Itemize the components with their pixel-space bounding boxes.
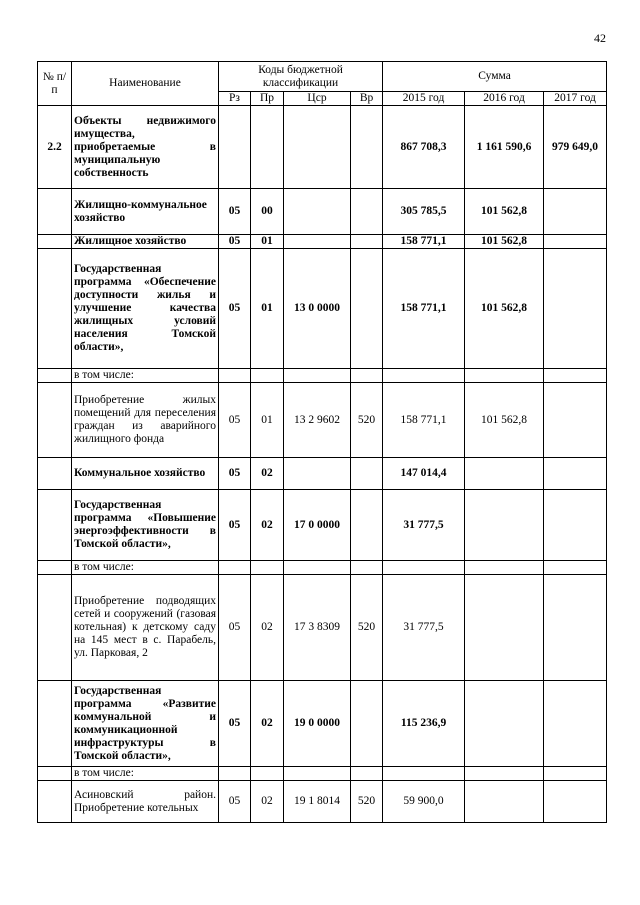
row-rz-cell xyxy=(219,369,251,383)
row-pr-cell: 02 xyxy=(251,458,284,490)
row-number-cell xyxy=(38,458,72,490)
row-2015-cell: 31 777,5 xyxy=(383,490,465,561)
row-rz-cell xyxy=(219,106,251,189)
row-csr-cell xyxy=(284,561,351,575)
row-2016-cell xyxy=(465,369,544,383)
header-pr: Пр xyxy=(251,92,284,106)
table-row xyxy=(38,681,607,767)
row-2017-cell xyxy=(544,575,607,681)
row-csr-cell: 17 0 0000 xyxy=(284,490,351,561)
row-2015-cell: 158 771,1 xyxy=(383,383,465,458)
row-2017-cell xyxy=(544,189,607,235)
row-2015-cell: 59 900,0 xyxy=(383,781,465,823)
row-pr-cell: 02 xyxy=(251,575,284,681)
row-2016-cell xyxy=(465,561,544,575)
row-name-cell: в том числе: xyxy=(72,767,219,781)
row-number-cell xyxy=(38,383,72,458)
table-row xyxy=(38,249,607,369)
header-rz: Рз xyxy=(219,92,251,106)
row-csr-cell: 19 1 8014 xyxy=(284,781,351,823)
row-2016-cell xyxy=(465,767,544,781)
row-name-cell: Приобретение жилых помещений для переселения граждан из аварийного жилищного фонда xyxy=(72,383,219,458)
row-2017-cell xyxy=(544,781,607,823)
table-row xyxy=(38,767,607,781)
row-rz-cell: 05 xyxy=(219,189,251,235)
row-pr-cell: 02 xyxy=(251,781,284,823)
row-number-cell xyxy=(38,767,72,781)
row-csr-cell xyxy=(284,458,351,490)
row-2016-cell: 101 562,8 xyxy=(465,383,544,458)
header-codes: Коды бюджетной классификации xyxy=(219,62,383,92)
row-2017-cell xyxy=(544,235,607,249)
header-name: Наименование xyxy=(72,62,219,106)
row-vr-cell xyxy=(351,561,383,575)
row-pr-cell: 00 xyxy=(251,189,284,235)
row-csr-cell xyxy=(284,369,351,383)
row-2017-cell xyxy=(544,369,607,383)
row-name-cell: Государственная программа «Развитие коммунальной и коммуникационной инфраструктуры в Томской области», xyxy=(72,681,219,767)
row-vr-cell xyxy=(351,458,383,490)
header-2016: 2016 год xyxy=(465,92,544,106)
row-name-cell: Объекты недвижимого имущества, приобретаемые в муниципальную собственность xyxy=(72,106,219,189)
table-body xyxy=(38,106,607,823)
row-vr-cell xyxy=(351,369,383,383)
row-vr-cell xyxy=(351,767,383,781)
row-number-cell xyxy=(38,681,72,767)
row-2017-cell xyxy=(544,458,607,490)
row-name-cell: Приобретение подводящих сетей и сооружений (газовая котельная) к детскому саду на 145 мест в с. Парабель, ул. Парковая, 2 xyxy=(72,575,219,681)
row-vr-cell: 520 xyxy=(351,781,383,823)
row-2015-cell: 147 014,4 xyxy=(383,458,465,490)
row-csr-cell: 17 3 8309 xyxy=(284,575,351,681)
row-pr-cell xyxy=(251,106,284,189)
row-number-cell xyxy=(38,561,72,575)
row-2015-cell: 158 771,1 xyxy=(383,235,465,249)
row-pr-cell: 02 xyxy=(251,681,284,767)
row-rz-cell: 05 xyxy=(219,249,251,369)
row-2015-cell: 115 236,9 xyxy=(383,681,465,767)
header-2017: 2017 год xyxy=(544,92,607,106)
row-2017-cell xyxy=(544,561,607,575)
row-name-cell: Государственная программа «Обеспечение доступности жилья и улучшение качества жилищных условий населения Томской области», xyxy=(72,249,219,369)
table-row xyxy=(38,383,607,458)
header-num: № п/п xyxy=(38,62,72,106)
row-rz-cell: 05 xyxy=(219,681,251,767)
row-vr-cell xyxy=(351,235,383,249)
row-2016-cell xyxy=(465,681,544,767)
budget-table xyxy=(37,61,607,823)
row-name-cell: в том числе: xyxy=(72,561,219,575)
row-csr-cell xyxy=(284,106,351,189)
header-2015: 2015 год xyxy=(383,92,465,106)
table-row xyxy=(38,235,607,249)
row-rz-cell: 05 xyxy=(219,490,251,561)
row-2017-cell xyxy=(544,681,607,767)
table-row xyxy=(38,561,607,575)
row-csr-cell xyxy=(284,189,351,235)
row-2016-cell xyxy=(465,575,544,681)
row-name-cell: Жилищное хозяйство xyxy=(72,235,219,249)
row-number-cell: 2.2 xyxy=(38,106,72,189)
row-2017-cell xyxy=(544,767,607,781)
row-2015-cell: 31 777,5 xyxy=(383,575,465,681)
row-pr-cell: 01 xyxy=(251,383,284,458)
row-number-cell xyxy=(38,189,72,235)
row-2016-cell xyxy=(465,458,544,490)
row-2016-cell xyxy=(465,781,544,823)
header-csr: Цср xyxy=(284,92,351,106)
row-2015-cell: 305 785,5 xyxy=(383,189,465,235)
row-2015-cell xyxy=(383,561,465,575)
row-rz-cell: 05 xyxy=(219,458,251,490)
row-csr-cell: 13 0 0000 xyxy=(284,249,351,369)
row-2016-cell: 1 161 590,6 xyxy=(465,106,544,189)
row-rz-cell: 05 xyxy=(219,235,251,249)
row-2016-cell xyxy=(465,490,544,561)
row-csr-cell xyxy=(284,235,351,249)
row-2015-cell: 158 771,1 xyxy=(383,249,465,369)
row-number-cell xyxy=(38,369,72,383)
row-vr-cell: 520 xyxy=(351,575,383,681)
row-rz-cell: 05 xyxy=(219,575,251,681)
row-name-cell: Коммунальное хозяйство xyxy=(72,458,219,490)
row-vr-cell xyxy=(351,189,383,235)
row-2016-cell: 101 562,8 xyxy=(465,235,544,249)
row-number-cell xyxy=(38,781,72,823)
row-vr-cell: 520 xyxy=(351,383,383,458)
page-number: 42 xyxy=(594,31,606,45)
row-number-cell xyxy=(38,235,72,249)
row-2015-cell xyxy=(383,767,465,781)
row-pr-cell xyxy=(251,369,284,383)
header-sum: Сумма xyxy=(383,62,607,92)
table-row xyxy=(38,490,607,561)
table-row xyxy=(38,781,607,823)
row-2017-cell xyxy=(544,249,607,369)
row-number-cell xyxy=(38,490,72,561)
row-vr-cell xyxy=(351,249,383,369)
row-name-cell: в том числе: xyxy=(72,369,219,383)
row-2015-cell: 867 708,3 xyxy=(383,106,465,189)
row-2017-cell: 979 649,0 xyxy=(544,106,607,189)
table-row xyxy=(38,575,607,681)
row-name-cell: Государственная программа «Повышение энергоэффективности в Томской области», xyxy=(72,490,219,561)
row-2017-cell xyxy=(544,383,607,458)
row-vr-cell xyxy=(351,490,383,561)
row-rz-cell: 05 xyxy=(219,781,251,823)
row-rz-cell xyxy=(219,561,251,575)
table-row xyxy=(38,189,607,235)
row-vr-cell xyxy=(351,681,383,767)
row-2016-cell: 101 562,8 xyxy=(465,249,544,369)
header-vr: Вр xyxy=(351,92,383,106)
table-row xyxy=(38,369,607,383)
row-pr-cell xyxy=(251,561,284,575)
row-name-cell: Жилищно-коммунальное хозяйство xyxy=(72,189,219,235)
row-pr-cell: 01 xyxy=(251,235,284,249)
row-pr-cell: 02 xyxy=(251,490,284,561)
row-2017-cell xyxy=(544,490,607,561)
row-rz-cell: 05 xyxy=(219,383,251,458)
row-pr-cell: 01 xyxy=(251,249,284,369)
row-csr-cell xyxy=(284,767,351,781)
row-vr-cell xyxy=(351,106,383,189)
table-row xyxy=(38,106,607,189)
table-row xyxy=(38,458,607,490)
row-rz-cell xyxy=(219,767,251,781)
row-2015-cell xyxy=(383,369,465,383)
row-number-cell xyxy=(38,249,72,369)
table-header xyxy=(38,62,607,106)
row-number-cell xyxy=(38,575,72,681)
row-csr-cell: 19 0 0000 xyxy=(284,681,351,767)
row-csr-cell: 13 2 9602 xyxy=(284,383,351,458)
row-pr-cell xyxy=(251,767,284,781)
row-name-cell: Асиновский район. Приобретение котельных xyxy=(72,781,219,823)
row-2016-cell: 101 562,8 xyxy=(465,189,544,235)
